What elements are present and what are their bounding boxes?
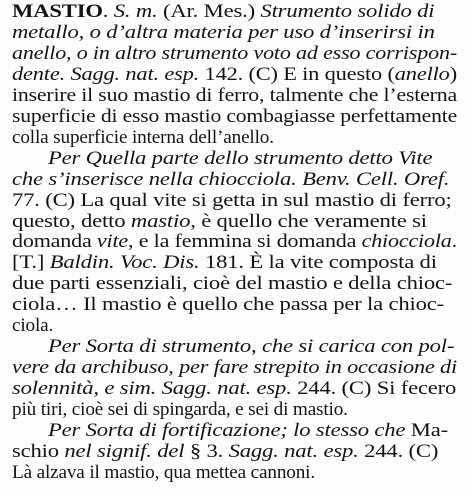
italic-run: che s’inserisce nella chiocciola. Benv. Cell. Oref. (12, 168, 450, 190)
italic-run: Per Sorta di fortificazione; lo stesso che (48, 420, 406, 441)
italic-run: metallo, o d’altra materia per uso d’inserirsi in (12, 21, 435, 43)
entry-line (12, 293, 444, 317)
italic-run: mastio (130, 210, 191, 232)
italic-run: S. m. (113, 1, 158, 22)
text-run: superficie di esso mastio combagiasse perfettamente (12, 105, 458, 127)
entry-line (12, 314, 53, 338)
italic-run: vite (96, 231, 129, 253)
text-run: 244. (C) (358, 440, 439, 462)
text-run: , è quello che veramente si (190, 210, 427, 232)
text-run: (Ar. Mes.) (157, 1, 261, 22)
italic-run: Sagg. nat. esp. (228, 440, 359, 462)
text-run: 77. (C) La qual vite si getta in sul mastio di ferro; (12, 189, 452, 211)
italic-run: Per Sorta di strumento, che si carica con pol- (48, 336, 455, 358)
text-run: 181. È la vite composta di (199, 252, 437, 274)
italic-run: chiocciola (361, 231, 452, 253)
italic-run: solennità, e sim. Sagg. nat. esp. (12, 378, 292, 400)
text-run: questo, detto (12, 210, 131, 232)
italic-run: anello (394, 63, 450, 85)
text-run: ciola. (12, 315, 54, 337)
italic-run: anello, o in altro strumento voto ad esso corrispon- (12, 42, 457, 64)
italic-run: Strumento solido di (260, 1, 435, 22)
italic-run: Per Quella parte dello strumento detto Vite (48, 147, 433, 169)
text-run: , e la femmina si domanda (128, 231, 362, 253)
headword: MASTIO (12, 1, 103, 22)
text-run: 142. (C) E in questo ( (199, 63, 395, 85)
text-run: Là alzava il mastio, qua mettea cannoni. (12, 461, 316, 483)
text-run: . (451, 231, 458, 253)
text-run: inserire il suo mastio di ferro, talmente che l’esterna (12, 84, 457, 106)
entry-line (12, 461, 315, 485)
text-run: domanda (12, 231, 97, 253)
text-run: [T.] (12, 252, 50, 274)
text-run: colla superficie interna dell’anello. (12, 126, 274, 148)
text-run: schio (12, 440, 65, 462)
text-run: 244. (C) Si fecero (291, 378, 457, 400)
text-run: . (102, 1, 114, 22)
italic-run: Baldin. Voc. Dis. (49, 252, 200, 274)
text-run: ciola… Il mastio è quello che passa per la chioc- (12, 294, 445, 316)
text-run: Ma- (405, 420, 449, 441)
italic-run: vere da archibuso, per fare strepito in occasione di (12, 357, 458, 379)
italic-run: dente. Sagg. nat. esp. (12, 63, 200, 85)
text-run: più tiri, cioè sei di spingarda, e sei di mastio. (12, 399, 348, 421)
text-run: § 3. (184, 440, 229, 462)
text-run: ) (449, 63, 457, 85)
text-run: due parti essenziali, cioè del mastio e della chioc- (12, 273, 453, 295)
italic-run: nel signif. del (64, 440, 185, 462)
